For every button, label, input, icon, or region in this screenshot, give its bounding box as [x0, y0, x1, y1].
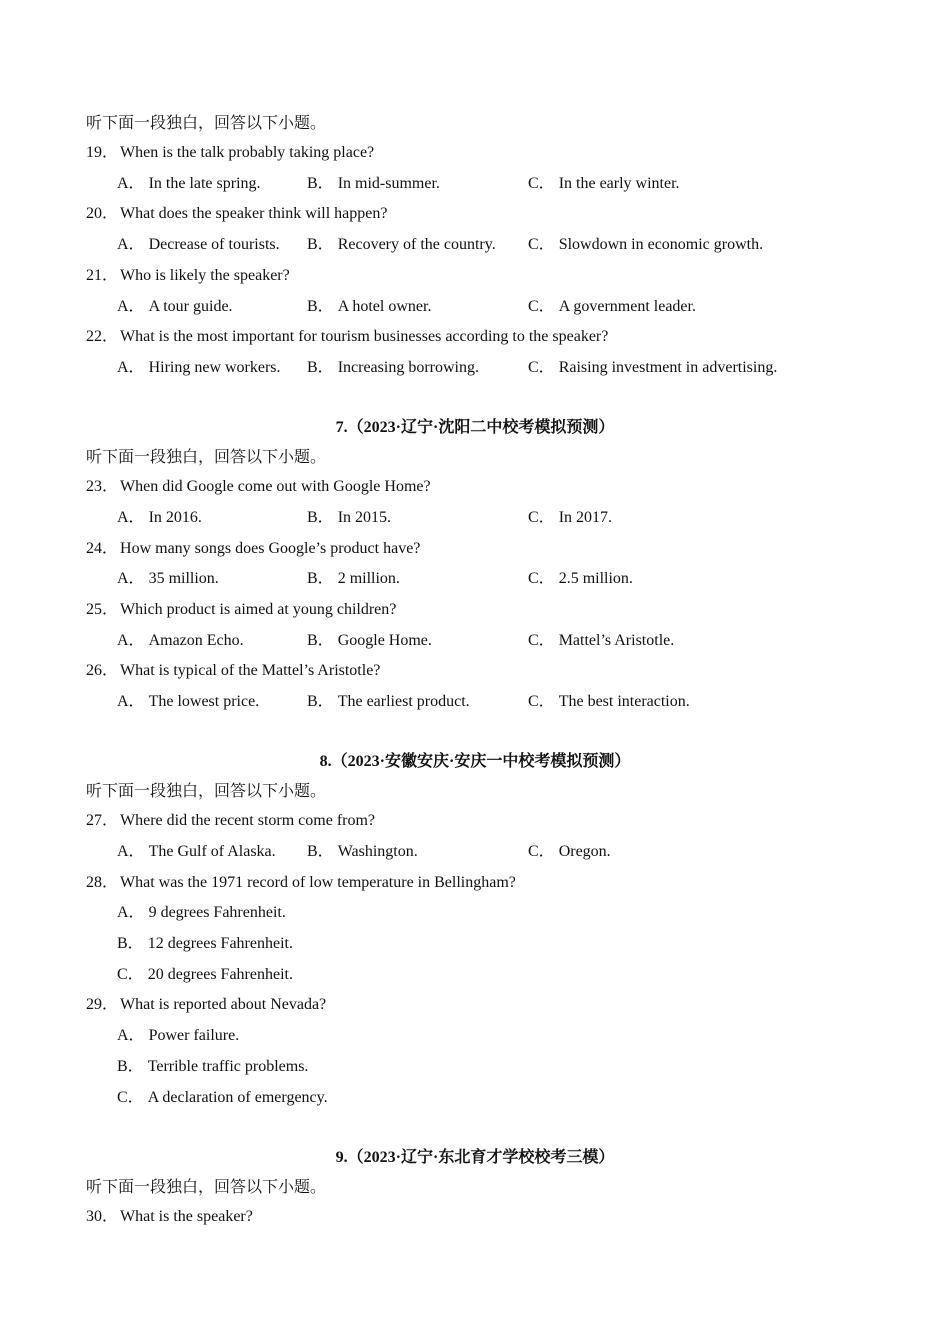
option-row [0, 1026, 950, 1046]
question-23 [86, 477, 431, 497]
option-a[interactable]: A． Power failure. [117, 1027, 240, 1044]
section-heading-9: 9.（2023·辽宁·东北育才学校校考三模） [335, 1149, 615, 1166]
option-b[interactable]: B． Terrible traffic problems. [117, 1058, 309, 1075]
section-intro: 听下面一段独白，回答以下小题。 [86, 1179, 327, 1196]
option-b[interactable]: B． 2 million. [307, 570, 400, 587]
question-25 [86, 600, 396, 620]
section-intro: 听下面一段独白，回答以下小题。 [86, 115, 327, 132]
option-a[interactable]: A． A tour guide. [117, 298, 233, 315]
option-b[interactable]: B． Washington. [307, 843, 418, 860]
options-25 [0, 631, 950, 651]
option-b[interactable]: B． Increasing borrowing. [307, 359, 479, 376]
question-19 [86, 143, 374, 163]
option-a[interactable]: A． The lowest price. [117, 693, 260, 710]
question-number: 26． [86, 662, 119, 679]
option-row [0, 965, 950, 985]
question-30 [86, 1207, 253, 1227]
question-text: Where did the recent storm come from? [120, 812, 376, 829]
option-b[interactable]: B． Recovery of the country. [307, 236, 496, 253]
option-c[interactable]: C． 2.5 million. [528, 570, 633, 587]
question-text: Which product is aimed at young children? [120, 601, 397, 618]
option-a[interactable]: A． 9 degrees Fahrenheit. [117, 904, 286, 921]
question-text: What does the speaker think will happen? [120, 205, 388, 222]
question-number: 22． [86, 328, 119, 345]
option-c[interactable]: C． 20 degrees Fahrenheit. [117, 966, 293, 983]
question-number: 25． [86, 601, 119, 618]
question-24 [86, 539, 420, 559]
section-heading-7: 7.（2023·辽宁·沈阳二中校考模拟预测） [335, 419, 615, 436]
options-21 [0, 297, 950, 317]
question-text: What is the speaker? [120, 1208, 253, 1225]
question-29 [86, 995, 326, 1015]
option-c[interactable]: C． Raising investment in advertising. [528, 359, 778, 376]
question-text: What was the 1971 record of low temperature in Bellingham? [120, 874, 516, 891]
question-number: 19． [86, 144, 119, 161]
option-b[interactable]: B． The earliest product. [307, 693, 470, 710]
option-b[interactable]: B． In mid-summer. [307, 175, 440, 192]
question-text: How many songs does Google’s product have? [120, 540, 421, 557]
option-row [0, 1057, 950, 1077]
option-b[interactable]: B． A hotel owner. [307, 298, 432, 315]
question-text: When did Google come out with Google Home? [120, 478, 431, 495]
option-a[interactable]: A． Amazon Echo. [117, 632, 244, 649]
question-text: What is the most important for tourism businesses according to the speaker? [120, 328, 609, 345]
question-number: 27． [86, 812, 119, 829]
section-intro: 听下面一段独白，回答以下小题。 [86, 783, 327, 800]
options-23 [0, 508, 950, 528]
option-a[interactable]: A． In 2016. [117, 509, 202, 526]
option-c[interactable]: C． A declaration of emergency. [117, 1089, 328, 1106]
option-b[interactable]: B． 12 degrees Fahrenheit. [117, 935, 293, 952]
option-c[interactable]: C． Slowdown in economic growth. [528, 236, 764, 253]
options-20 [0, 235, 950, 255]
question-21 [86, 266, 290, 286]
option-row [0, 1088, 950, 1108]
options-19 [0, 174, 950, 194]
question-number: 20． [86, 205, 119, 222]
question-number: 21． [86, 267, 119, 284]
question-20 [86, 204, 387, 224]
question-28 [86, 873, 516, 893]
question-27 [86, 811, 375, 831]
options-26 [0, 692, 950, 712]
option-b[interactable]: B． In 2015. [307, 509, 392, 526]
option-c[interactable]: C． In 2017. [528, 509, 613, 526]
option-b[interactable]: B． Google Home. [307, 632, 432, 649]
option-a[interactable]: A． 35 million. [117, 570, 219, 587]
question-number: 24． [86, 540, 119, 557]
option-a[interactable]: A． In the late spring. [117, 175, 261, 192]
option-a[interactable]: A． Hiring new workers. [117, 359, 281, 376]
option-a[interactable]: A． Decrease of tourists. [117, 236, 280, 253]
option-c[interactable]: C． Oregon. [528, 843, 611, 860]
question-number: 29． [86, 996, 119, 1013]
section-intro: 听下面一段独白，回答以下小题。 [86, 449, 327, 466]
options-27 [0, 842, 950, 862]
question-number: 23． [86, 478, 119, 495]
options-24 [0, 569, 950, 589]
question-number: 28． [86, 874, 119, 891]
question-text: When is the talk probably taking place? [120, 144, 375, 161]
options-22 [0, 358, 950, 378]
option-c[interactable]: C． A government leader. [528, 298, 696, 315]
question-26 [86, 661, 380, 681]
question-text: What is typical of the Mattel’s Aristotle? [120, 662, 381, 679]
question-text: Who is likely the speaker? [120, 267, 290, 284]
option-c[interactable]: C． Mattel’s Aristotle. [528, 632, 675, 649]
option-c[interactable]: C． In the early winter. [528, 175, 680, 192]
option-c[interactable]: C． The best interaction. [528, 693, 690, 710]
section-heading-8: 8.（2023·安徽安庆·安庆一中校考模拟预测） [319, 753, 631, 770]
question-text: What is reported about Nevada? [120, 996, 327, 1013]
option-a[interactable]: A． The Gulf of Alaska. [117, 843, 276, 860]
question-22 [86, 327, 608, 347]
question-number: 30． [86, 1208, 119, 1225]
option-row [0, 903, 950, 923]
option-row [0, 934, 950, 954]
